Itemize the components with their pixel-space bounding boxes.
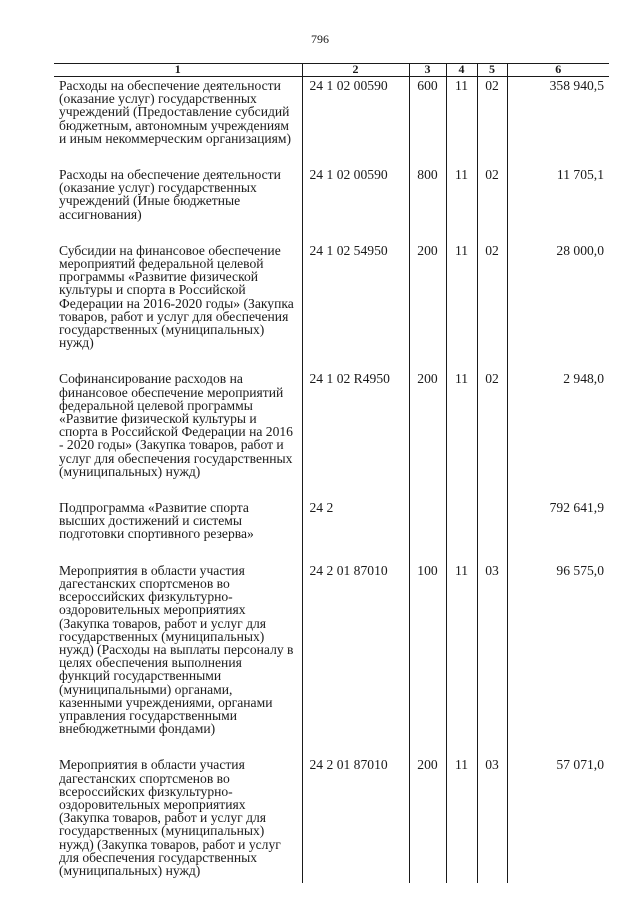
row-col3: 800 bbox=[409, 166, 446, 242]
row-description: Расходы на обеспечение деятельности (оказание услуг) государственных учреждений (Предоставление субсидий бюджетным, автономным учреждениям и иным некоммерческим организациям) bbox=[59, 78, 292, 146]
row-col3: 100 bbox=[409, 562, 446, 757]
row-col5: 02 bbox=[477, 77, 507, 167]
row-amount: 11 705,1 bbox=[507, 166, 609, 242]
table-row bbox=[54, 77, 609, 167]
table-row bbox=[54, 166, 609, 242]
row-col4: 11 bbox=[446, 242, 477, 371]
table-row bbox=[54, 370, 609, 499]
row-col5: 02 bbox=[477, 242, 507, 371]
column-header-3: 3 bbox=[409, 64, 446, 77]
row-amount: 2 948,0 bbox=[507, 370, 609, 499]
row-col4: 11 bbox=[446, 77, 477, 167]
column-header-6: 6 bbox=[507, 64, 609, 77]
table-row bbox=[54, 756, 609, 883]
row-col3: 200 bbox=[409, 242, 446, 371]
budget-table bbox=[54, 63, 609, 883]
row-code: 24 2 01 87010 bbox=[302, 756, 409, 883]
row-description: Мероприятия в области участия дагестанских спортсменов во всероссийских физкультурно-оздоровительных мероприятиях (Закупка товаров, работ и услуг для государственных (муниципальных) нужд) (Закупка товаров, работ и услуг для обеспечения государственных (муниципальных) нужд) bbox=[59, 757, 281, 878]
row-code: 24 1 02 00590 bbox=[302, 166, 409, 242]
row-col4: 11 bbox=[446, 370, 477, 499]
row-code: 24 2 bbox=[302, 499, 409, 562]
row-col5: 03 bbox=[477, 756, 507, 883]
row-amount: 57 071,0 bbox=[507, 756, 609, 883]
row-code: 24 1 02 R4950 bbox=[302, 370, 409, 499]
table-row bbox=[54, 242, 609, 371]
table-row bbox=[54, 499, 609, 562]
row-code: 24 2 01 87010 bbox=[302, 562, 409, 757]
row-col3: 200 bbox=[409, 370, 446, 499]
row-description: Мероприятия в области участия дагестанских спортсменов во всероссийских физкультурно-оздоровительных мероприятиях (Закупка товаров, работ и услуг для государственных (муниципальных) нужд) (Расходы на выплаты персоналу в целях обеспечения выполнения функций государственными (муниципальными) органами, казенными учреждениями, органами управления государственными внебюджетными фондами) bbox=[59, 562, 294, 737]
column-header-1: 1 bbox=[54, 64, 302, 77]
row-amount: 96 575,0 bbox=[507, 562, 609, 757]
row-col3 bbox=[409, 499, 446, 562]
row-description: Софинансирование расходов на финансовое обеспечение мероприятий федеральной целевой программы «Развитие физической культуры и спорта в Российской Федерации на 2016 - 2020 годы» (Закупка товаров, работ и услуг для обеспечения государственных (муниципальных) нужд) bbox=[59, 371, 293, 479]
row-col5: 02 bbox=[477, 166, 507, 242]
row-col5 bbox=[477, 499, 507, 562]
row-col3: 600 bbox=[409, 77, 446, 167]
row-col5: 02 bbox=[477, 370, 507, 499]
row-description: Субсидии на финансовое обеспечение мероприятий федеральной целевой программы «Развитие физической культуры и спорта в Российской Федерации на 2016-2020 годы» (Закупка товаров, работ и услуг для обеспечения государственных (муниципальных) нужд) bbox=[59, 242, 294, 351]
row-col4 bbox=[446, 499, 477, 562]
row-col3: 200 bbox=[409, 756, 446, 883]
row-col4: 11 bbox=[446, 562, 477, 757]
row-code: 24 1 02 00590 bbox=[302, 77, 409, 167]
page-number: 796 bbox=[311, 32, 329, 46]
column-header-5: 5 bbox=[477, 64, 507, 77]
column-header-4: 4 bbox=[446, 64, 477, 77]
row-description: Подпрограмма «Развитие спорта высших достижений и системы подготовки спортивного резерва» bbox=[59, 500, 254, 542]
column-header-2: 2 bbox=[302, 64, 409, 77]
table-header-row bbox=[54, 64, 609, 77]
row-amount: 28 000,0 bbox=[507, 242, 609, 371]
row-amount: 792 641,9 bbox=[507, 499, 609, 562]
row-amount: 358 940,5 bbox=[507, 77, 609, 167]
row-col4: 11 bbox=[446, 756, 477, 883]
row-col4: 11 bbox=[446, 166, 477, 242]
row-code: 24 1 02 54950 bbox=[302, 242, 409, 371]
row-col5: 03 bbox=[477, 562, 507, 757]
row-description: Расходы на обеспечение деятельности (оказание услуг) государственных учреждений (Иные бюджетные ассигнования) bbox=[59, 167, 281, 222]
table-row bbox=[54, 562, 609, 757]
